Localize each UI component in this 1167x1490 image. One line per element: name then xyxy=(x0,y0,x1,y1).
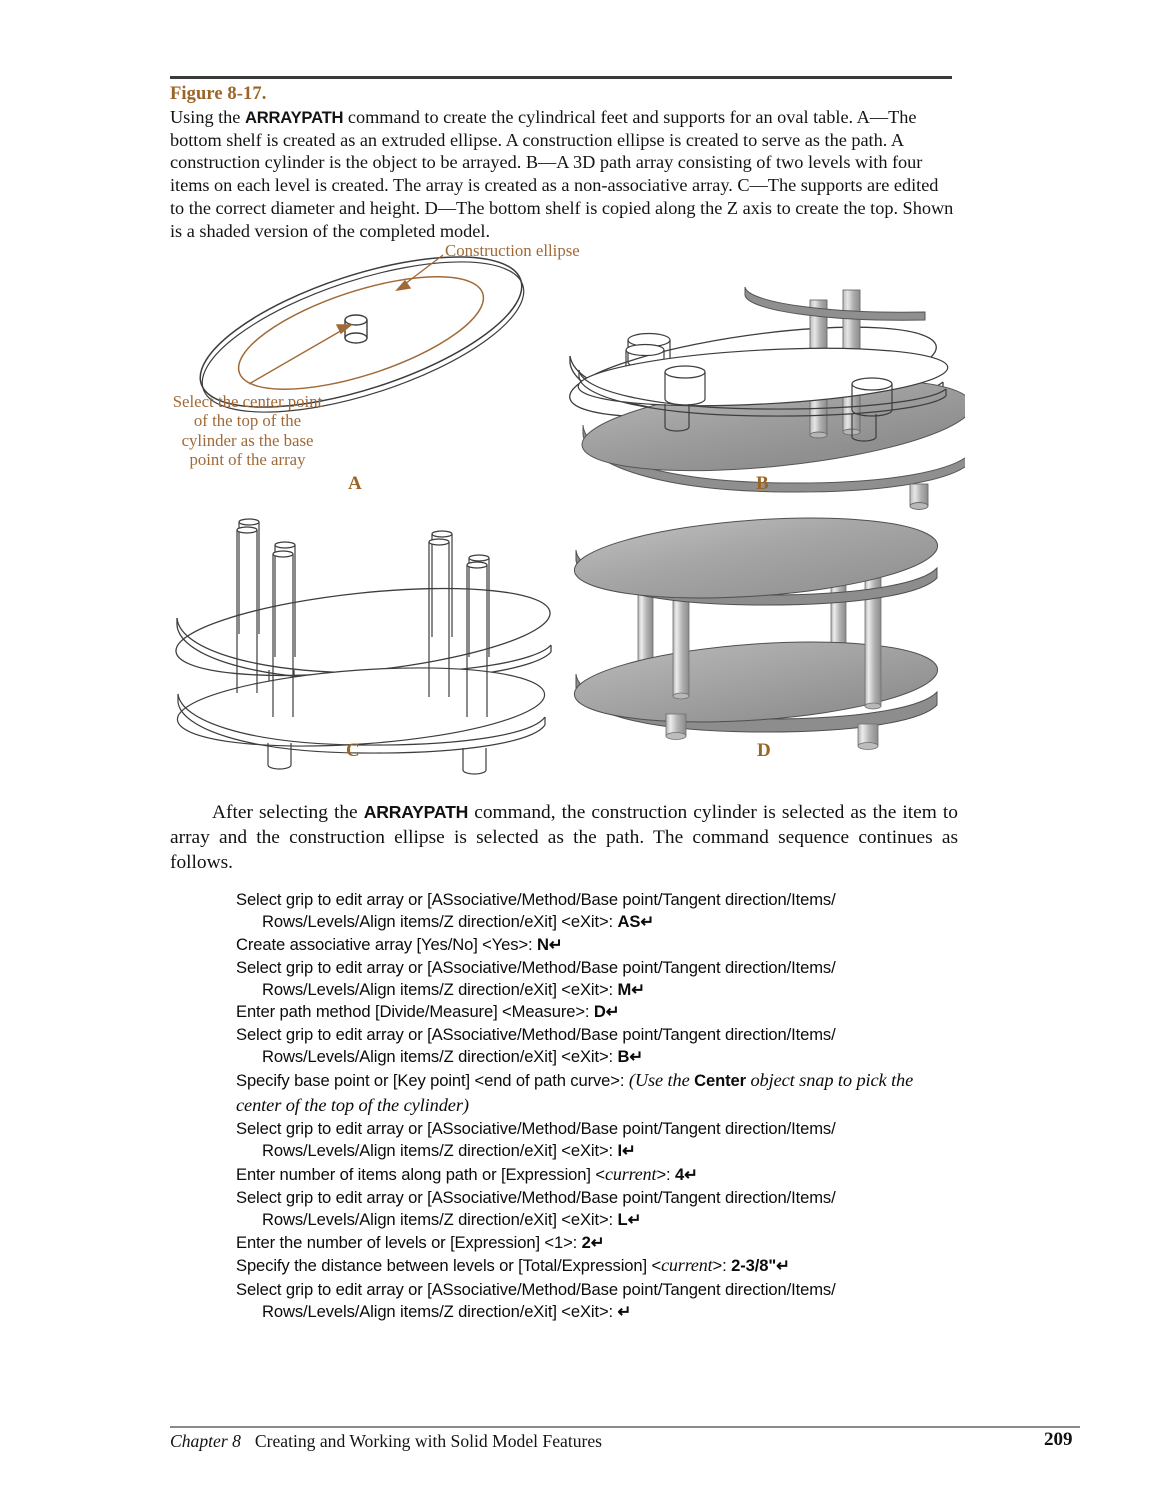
command-line-5 xyxy=(236,1024,956,1068)
prompt-line-b-3: Rows/Levels/Align items/Z direction/eXit] <eXit>: xyxy=(262,979,618,999)
footer-title: Creating and Working with Solid Model Features xyxy=(254,1431,603,1451)
prompt-6: Specify base point or [Key point] <end of path curve>: xyxy=(236,1071,629,1091)
figure-illustration xyxy=(165,232,965,777)
command-line-10 xyxy=(236,1232,956,1254)
return-glyph-5: ↵ xyxy=(629,1046,644,1066)
prompt-8-italic: current xyxy=(604,1163,657,1184)
body-text-part2: command, the construction cylinder is selected as the item to array and the construction ellipse is selected as the path. The command sequence continues as follows. xyxy=(170,802,958,874)
command-line-12 xyxy=(236,1279,956,1323)
note-6-part1: (Use the xyxy=(628,1070,695,1091)
response-11: 2-3/8" xyxy=(731,1256,777,1276)
command-line-4 xyxy=(236,1001,956,1023)
prompt-6-wrap xyxy=(236,1068,956,1117)
command-line-6 xyxy=(236,1068,956,1117)
prompt-8a: Enter number of items along path or [Expression] < xyxy=(236,1164,605,1184)
footer-chapter: Chapter 8 xyxy=(170,1431,241,1451)
response-9: L xyxy=(617,1210,628,1230)
command-line-8 xyxy=(236,1163,956,1187)
prompt-line-a-3: Select grip to edit array or [ASsociative/Method/Base point/Tangent direction/Items/ xyxy=(236,957,836,977)
panel-b-svg xyxy=(565,332,965,462)
note-6-part2: object snap to pick the center of the top of the cylinder) xyxy=(236,1070,914,1115)
return-glyph-3: ↵ xyxy=(631,979,646,999)
footer-text xyxy=(170,1431,602,1452)
return-glyph-7: ↵ xyxy=(622,1140,636,1160)
response-5: B xyxy=(617,1046,630,1066)
return-glyph-11: ↵ xyxy=(776,1256,790,1276)
command-line-3 xyxy=(236,957,956,1001)
panel-d-svg xyxy=(563,502,973,772)
panel-label-d: D xyxy=(757,740,771,761)
body-text-part1: After selecting the xyxy=(212,802,364,823)
prompt-11-wrap xyxy=(236,1254,956,1278)
prompt-10-wrap xyxy=(236,1232,956,1254)
return-glyph-9: ↵ xyxy=(627,1210,642,1230)
return-glyph-1: ↵ xyxy=(640,912,655,932)
command-line-1 xyxy=(236,889,956,933)
prompt-line-b-9: Rows/Levels/Align items/Z direction/eXit] <eXit>: xyxy=(262,1210,618,1230)
prompt-4-wrap xyxy=(236,1001,956,1023)
prompt-line-b-7: Rows/Levels/Align items/Z direction/eXit] <eXit>: xyxy=(262,1140,618,1160)
response-1: AS xyxy=(617,912,641,932)
caption-top-rule xyxy=(170,76,952,79)
prompt-line-a-7: Select grip to edit array or [ASsociative/Method/Base point/Tangent direction/Items/ xyxy=(236,1118,836,1138)
body-command-name: ARRAYPATH xyxy=(363,802,469,822)
figure-number: Figure 8-17. xyxy=(170,84,267,104)
panel-label-c: C xyxy=(346,740,360,761)
command-line-9 xyxy=(236,1187,956,1231)
response-8: 4 xyxy=(675,1164,685,1184)
body-paragraph xyxy=(170,800,958,875)
panel-label-b: B xyxy=(756,473,769,494)
response-7: I xyxy=(617,1140,623,1160)
prompt-11b: >: xyxy=(712,1256,732,1276)
caption-text-part1: Using the xyxy=(170,106,245,127)
prompt-8-wrap xyxy=(236,1163,956,1187)
command-sequence-block xyxy=(236,889,956,1323)
prompt-10: Enter the number of levels or [Expression] <1>: xyxy=(236,1232,582,1252)
command-line-2-resp xyxy=(236,934,956,956)
prompt-8b: >: xyxy=(656,1164,675,1184)
panel-d-top-slab xyxy=(572,507,940,608)
panel-label-a: A xyxy=(348,473,362,494)
footer-page-number: 209 xyxy=(1044,1429,1073,1450)
return-glyph-10: ↵ xyxy=(590,1232,605,1252)
note-6-bold: Center xyxy=(694,1071,746,1091)
return-glyph-4: ↵ xyxy=(605,1002,620,1022)
caption-text-part2: command to create the cylindrical feet and supports for an oval table. A—The bottom shelf is created as an extruded ellipse. A construction ellipse is created to serve as the path. A construction cylinder is the object to be arrayed. B—A 3D path array consisting of two levels with four items on each level is created. The array is created as a non-associative array. C—The supports are edited to the correct diameter and height. D—The bottom shelf is copied along the Z axis to create the top. Shown is a shaded version of the completed model. xyxy=(170,106,954,241)
figure-caption xyxy=(170,84,954,242)
response-10: 2 xyxy=(581,1232,591,1252)
panel-c-feet xyxy=(268,743,486,774)
prompt-line-a: Select grip to edit array or [ASsociative/Method/Base point/Tangent direction/Items/ xyxy=(236,890,836,909)
prompt-line-b-5: Rows/Levels/Align items/Z direction/eXit] <eXit>: xyxy=(262,1046,618,1066)
prompt-11a: Specify the distance between levels or [Total/Expression] < xyxy=(236,1256,662,1276)
response-4: D xyxy=(593,1002,606,1022)
caption-command-name: ARRAYPATH xyxy=(244,107,344,127)
prompt-line-a-12: Select grip to edit array or [ASsociative/Method/Base point/Tangent direction/Items/ xyxy=(236,1279,836,1299)
footer-rule xyxy=(170,1426,1080,1428)
command-line-11 xyxy=(236,1254,956,1278)
response-3: M xyxy=(617,979,632,999)
prompt-11-italic: current xyxy=(661,1255,713,1276)
prompt-line-b-12: Rows/Levels/Align items/Z direction/eXit] <eXit>: xyxy=(262,1301,618,1321)
panel-d-bottom-slab xyxy=(572,631,940,732)
response-2: N xyxy=(537,935,549,955)
annotation-construction-ellipse: Construction ellipse xyxy=(445,241,580,260)
return-glyph-12: ↵ xyxy=(617,1301,632,1321)
command-line-7 xyxy=(236,1118,956,1162)
panel-c-shelf xyxy=(175,657,547,756)
return-glyph-2: ↵ xyxy=(548,935,563,955)
return-glyph-8: ↵ xyxy=(684,1164,698,1184)
prompt-line-a-5: Select grip to edit array or [ASsociative/Method/Base point/Tangent direction/Items/ xyxy=(236,1024,836,1044)
prompt-4: Enter path method [Divide/Measure] <Measure>: xyxy=(236,1002,594,1022)
annotation-select-base-point: Select the center point of the top of the cylinder as the base point of the array xyxy=(172,392,323,470)
prompt-2: Create associative array [Yes/No] <Yes>: xyxy=(236,934,533,954)
figure-caption-text xyxy=(170,106,954,243)
prompt-line-a-9: Select grip to edit array or [ASsociative/Method/Base point/Tangent direction/Items/ xyxy=(236,1187,836,1207)
panel-c-svg xyxy=(165,517,565,777)
prompt-line-b: Rows/Levels/Align items/Z direction/eXit] <eXit>: xyxy=(262,912,618,932)
